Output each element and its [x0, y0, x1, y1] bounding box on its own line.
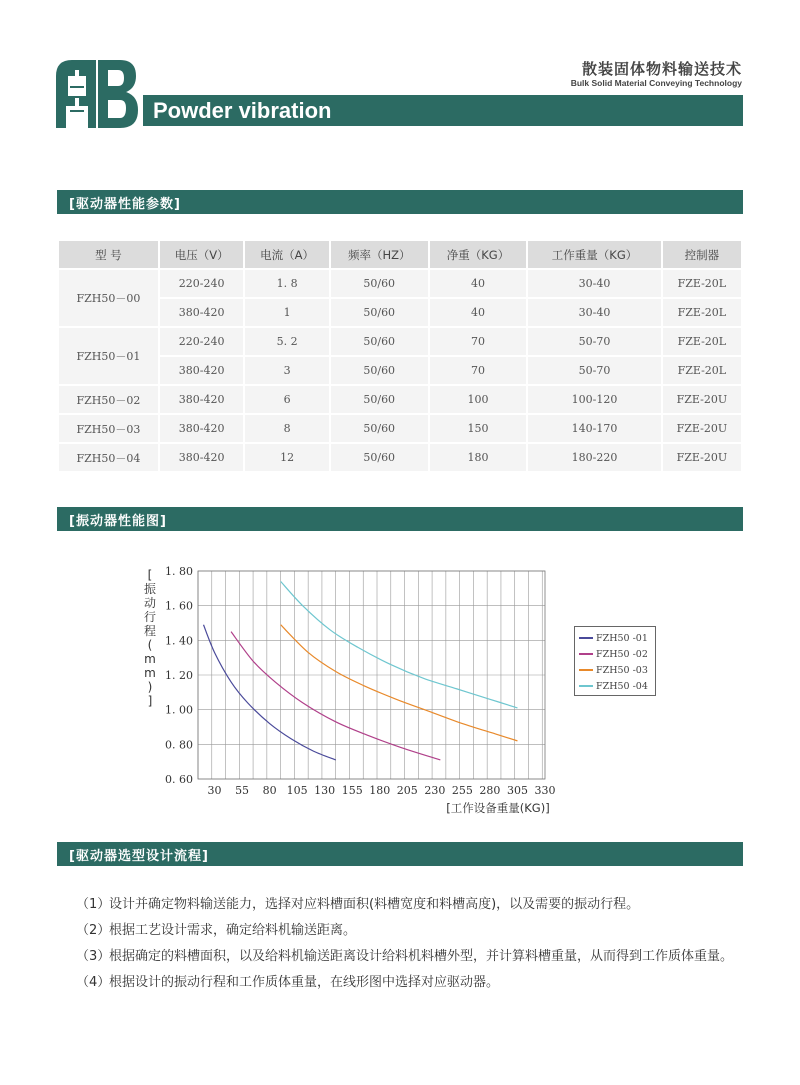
current-cell: 8: [245, 415, 328, 442]
legend-item: [579, 678, 651, 694]
y-tick-label: 1. 60: [165, 599, 193, 613]
y-axis-label-char: [: [147, 568, 153, 582]
column-header: 电流（A）: [245, 241, 328, 268]
y-axis-label-char: m: [144, 666, 156, 680]
process-step: [76, 944, 756, 970]
controller-cell: FZE-20U: [663, 386, 741, 413]
x-tick-label: 55: [235, 784, 250, 797]
x-tick-label: 180: [369, 784, 391, 797]
table-row: [59, 386, 741, 413]
column-header: 频率（HZ）: [331, 241, 428, 268]
section-header-chart: [57, 507, 743, 531]
y-axis-label-char: 程: [143, 624, 156, 638]
controller-cell: FZE-20L: [663, 328, 741, 355]
table-row: [59, 444, 741, 471]
model-cell: FZH50－03: [59, 415, 158, 442]
legend-swatch: [579, 669, 593, 671]
section-header-process: [57, 842, 743, 866]
legend-label: FZH50 -04: [596, 680, 648, 692]
y-axis-label-char: ]: [147, 694, 153, 708]
column-header: 型 号: [59, 241, 158, 268]
table-row: [59, 270, 741, 297]
x-tick-label: 205: [396, 784, 418, 797]
step-number: （2）: [76, 923, 111, 938]
current-cell: 6: [245, 386, 328, 413]
model-cell: FZH50－01: [59, 328, 158, 384]
section-title-specs: [驱动器性能参数]: [69, 197, 181, 212]
x-tick-label: 230: [424, 784, 446, 797]
section-title-chart: [振动器性能图]: [69, 514, 167, 529]
legend-item: [579, 630, 651, 646]
chart-legend: [574, 626, 656, 696]
y-tick-label: 1. 00: [165, 703, 193, 717]
y-tick-label: 1. 20: [165, 669, 193, 682]
series-line: [281, 581, 518, 708]
column-header: 工作重量（KG）: [528, 241, 660, 268]
brand-title-en: Bulk Solid Material Conveying Technology: [570, 78, 742, 88]
current-cell: 3: [245, 357, 328, 384]
x-tick-label: 280: [479, 784, 501, 797]
legend-swatch: [579, 653, 593, 655]
controller-cell: FZE-20L: [663, 357, 741, 384]
step-text: 根据工艺设计需求，确定给料机输送距离。: [109, 923, 357, 938]
y-tick-label: 0. 80: [165, 738, 193, 752]
work-weight-cell: 30-40: [528, 270, 660, 297]
frequency-cell: 50/60: [331, 386, 428, 413]
voltage-cell: 380-420: [160, 357, 243, 384]
step-text: 根据设计的振动行程和工作质体重量，在线形图中选择对应驱动器。: [109, 975, 500, 990]
voltage-cell: 380-420: [160, 299, 243, 326]
x-tick-label: 130: [314, 784, 336, 797]
process-step: [76, 918, 756, 944]
net-weight-cell: 100: [430, 386, 527, 413]
step-text: 根据确定的料槽面积，以及给料机输送距离设计给料机料槽外型，并计算料槽重量，从而得到工作质体重量。: [109, 949, 734, 964]
x-tick-label: 155: [341, 784, 363, 797]
y-axis-label-char: 动: [143, 596, 156, 610]
y-tick-label: 1. 40: [165, 634, 193, 648]
work-weight-cell: 50-70: [528, 328, 660, 355]
y-tick-label: 1. 80: [165, 565, 193, 578]
y-axis-label-char: m: [144, 652, 156, 666]
y-axis-label-char: ): [147, 680, 153, 694]
current-cell: 5. 2: [245, 328, 328, 355]
y-tick-label: 0. 60: [165, 773, 193, 786]
x-tick-label: 305: [506, 784, 528, 797]
chart-series: [204, 581, 518, 760]
table-row: [59, 328, 741, 355]
table-row: [59, 357, 741, 384]
work-weight-cell: 30-40: [528, 299, 660, 326]
legend-swatch: [579, 637, 593, 639]
company-logo: [56, 56, 138, 128]
table-header-row: [59, 241, 741, 268]
model-cell: FZH50－02: [59, 386, 158, 413]
current-cell: 1: [245, 299, 328, 326]
spec-table: [57, 239, 743, 473]
net-weight-cell: 180: [430, 444, 527, 471]
voltage-cell: 220-240: [160, 328, 243, 355]
step-text: 设计并确定物料输送能力，选择对应料槽面积(料槽宽度和料槽高度)，以及需要的振动行程。: [109, 897, 640, 912]
legend-label: FZH50 -02: [596, 648, 648, 660]
work-weight-cell: 50-70: [528, 357, 660, 384]
legend-item: [579, 646, 651, 662]
legend-item: [579, 662, 651, 678]
step-number: （3）: [76, 949, 111, 964]
voltage-cell: 220-240: [160, 270, 243, 297]
section-header-specs: [57, 190, 743, 214]
work-weight-cell: 140-170: [528, 415, 660, 442]
process-step: [76, 970, 756, 996]
x-axis-label: [工作设备重量(KG)]: [446, 801, 550, 815]
current-cell: 1. 8: [245, 270, 328, 297]
net-weight-cell: 150: [430, 415, 527, 442]
page-title: Powder vibration: [153, 98, 332, 123]
chart-ticks: [165, 565, 556, 797]
frequency-cell: 50/60: [331, 299, 428, 326]
frequency-cell: 50/60: [331, 270, 428, 297]
table-row: [59, 415, 741, 442]
voltage-cell: 380-420: [160, 415, 243, 442]
page-title-bar: [143, 95, 743, 126]
chart-grid: [198, 571, 545, 779]
voltage-cell: 380-420: [160, 386, 243, 413]
legend-swatch: [579, 685, 593, 687]
y-axis-label-char: 振: [143, 582, 156, 596]
net-weight-cell: 70: [430, 357, 527, 384]
frequency-cell: 50/60: [331, 328, 428, 355]
process-steps: [76, 892, 756, 996]
column-header: 控制器: [663, 241, 741, 268]
controller-cell: FZE-20L: [663, 299, 741, 326]
frequency-cell: 50/60: [331, 415, 428, 442]
current-cell: 12: [245, 444, 328, 471]
net-weight-cell: 70: [430, 328, 527, 355]
column-header: 净重（KG）: [430, 241, 527, 268]
controller-cell: FZE-20L: [663, 270, 741, 297]
legend-label: FZH50 -01: [596, 632, 648, 644]
net-weight-cell: 40: [430, 270, 527, 297]
x-tick-label: 80: [262, 784, 277, 797]
series-line: [204, 625, 336, 760]
frequency-cell: 50/60: [331, 444, 428, 471]
voltage-cell: 380-420: [160, 444, 243, 471]
section-title-process: [驱动器选型设计流程]: [69, 849, 209, 864]
table-row: [59, 299, 741, 326]
y-axis-label: [143, 568, 157, 708]
frequency-cell: 50/60: [331, 357, 428, 384]
model-cell: FZH50－00: [59, 270, 158, 326]
step-number: （4）: [76, 975, 111, 990]
x-tick-label: 30: [207, 784, 222, 797]
x-tick-label: 105: [286, 784, 308, 797]
y-axis-label-char: 行: [143, 610, 156, 624]
column-header: 电压（V）: [160, 241, 243, 268]
x-tick-label: 330: [534, 784, 556, 797]
legend-label: FZH50 -03: [596, 664, 648, 676]
y-axis-label-char: (: [147, 638, 153, 652]
work-weight-cell: 180-220: [528, 444, 660, 471]
net-weight-cell: 40: [430, 299, 527, 326]
process-step: [76, 892, 756, 918]
brand-title-cn: 散装固体物料输送技术: [581, 60, 742, 78]
controller-cell: FZE-20U: [663, 415, 741, 442]
controller-cell: FZE-20U: [663, 444, 741, 471]
series-line: [281, 625, 518, 741]
step-number: （1）: [76, 897, 111, 912]
model-cell: FZH50－04: [59, 444, 158, 471]
x-tick-label: 255: [451, 784, 473, 797]
work-weight-cell: 100-120: [528, 386, 660, 413]
